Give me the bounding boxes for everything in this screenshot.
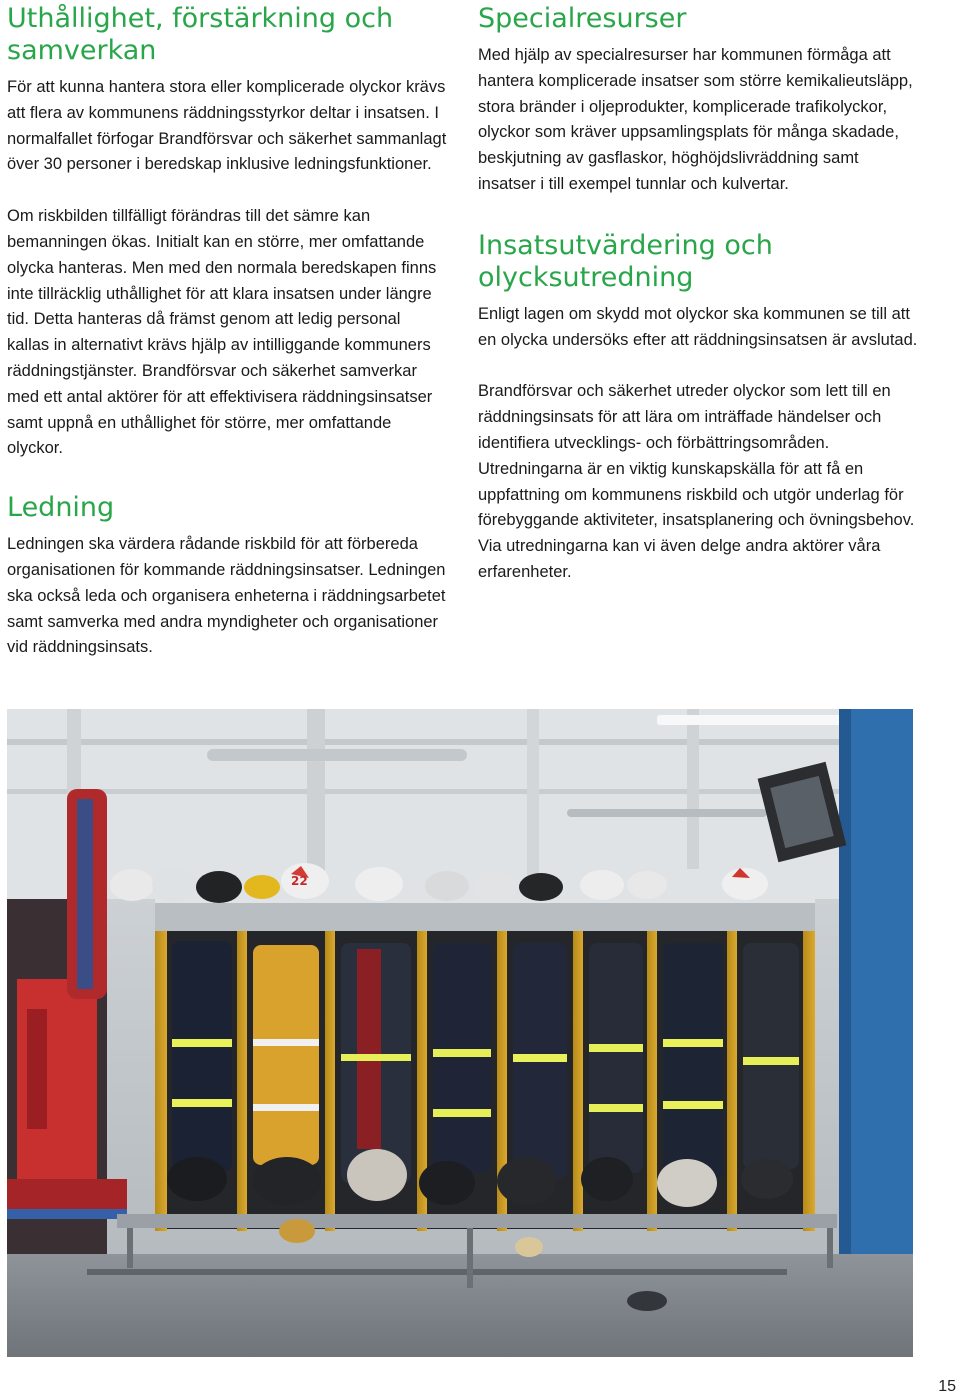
heading-insatsutvardering: Insatsutvärdering och olycksutredning <box>478 229 773 293</box>
paragraph-lagen: Enligt lagen om skydd mot olyckor ska kommunen se till att en olycka undersöks efter att räddningsinsatsen är avslutad. <box>478 304 918 349</box>
paragraph-utredning: Brandförsvar och säkerhet utreder olyckor som lett till en räddningsinsats för att lära om inträffade händelser och identifiera utvecklings- och förbättringsområden. Utredningarna är en viktig kunskapskälla för att få en uppfattning om kommunens riskbild och utgör underlag för förebyggande aktiviteter, insatsplanering och övningsbehov. Via utredningarna kan vi även delge andra aktörer våra erfarenheter. <box>478 382 915 581</box>
heading-ledning: Ledning <box>7 492 115 524</box>
paragraph-riskbild: Om riskbilden tillfälligt förändras till det sämre kan bemanningen ökas. Initialt kan en större, mer omfattande olycka hanteras. Men med den normala beredskapen finns inte tillräcklig uthållighet för att klara insatsen under längre tid. Detta hanteras då främst genom att ledig personal kallas in alternativt krävs hjälp av intilliggande kommuners räddningstjänster. Brandförsvar och säkerhet samverkar med ett antal aktörer för att effektivisera räddningsinsatser samt uppnå en uthållighet för större, mer omfattande olyckor. <box>7 207 437 458</box>
paragraph-uthallighet: För att kunna hantera stora eller komplicerade olyckor krävs att flera av kommunens räddningsstyrkor deltar i insatsen. I normalfallet förfogar Brandförsvar och säkerhet sammanlagt över 30 personer i beredskap inklusive ledningsfunktioner. <box>7 78 447 174</box>
heading-specialresurser: Specialresurser <box>478 3 687 34</box>
fire-jackets <box>172 941 799 1183</box>
left-column <box>7 0 447 661</box>
locker-illustration <box>7 709 913 1357</box>
right-column <box>478 0 918 586</box>
fire-station-locker-photo <box>7 709 913 1357</box>
heading-uthallighet: Uthållighet, förstärkning och samverkan <box>7 3 394 66</box>
helmet-number: 22 <box>291 874 308 888</box>
paragraph-ledning: Ledningen ska värdera rådande riskbild för att förbereda organisationen för kommande räddningsinsatser. Ledningen ska också leda och organisera enheterna i räddningsarbetet samt samverka med andra myndigheter och organisationer vid räddningsinsats. <box>7 535 446 657</box>
page-number: 15 <box>938 1378 956 1395</box>
paragraph-specialresurser: Med hjälp av specialresurser har kommunen förmåga att hantera komplicerade insatser som större kemikalieutsläpp, stora bränder i oljeprodukter, komplicerade trafikolyckor, olyckor som kräver uppsamlingsplats för många skadade, beskjutning av gasflaskor, höghöjdslivräddning samt insatser i till exempel tunnlar och kulvertar. <box>478 46 913 193</box>
